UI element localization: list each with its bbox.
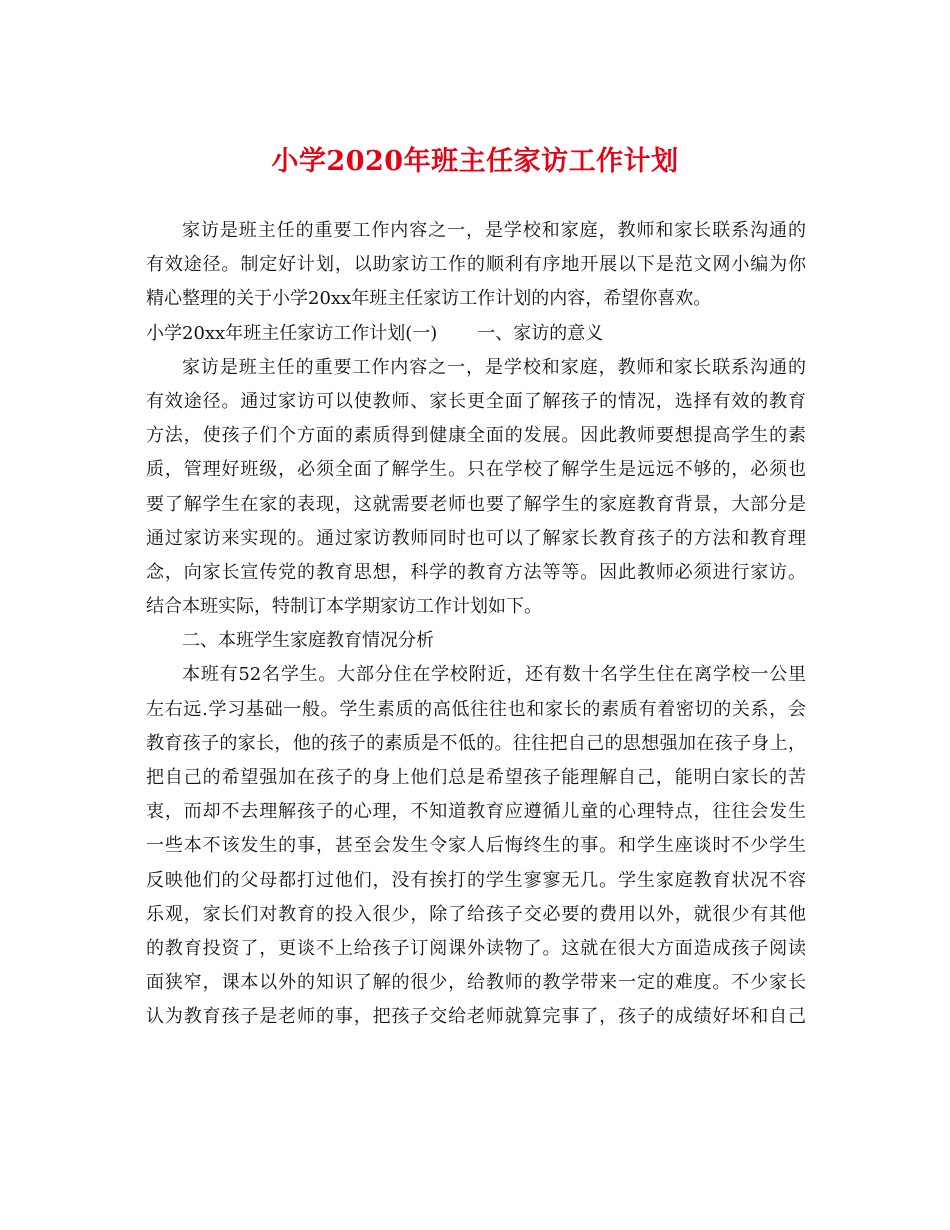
document-body xyxy=(146,214,806,1035)
paragraph-line: 左右远.学习基础一般。学生素质的高低往往也和家长的素质有着密切的关系，会 xyxy=(146,698,806,720)
paragraph-line: 反映他们的父母都打过他们，没有挨打的学生寥寥无几。学生家庭教育状况不容 xyxy=(146,869,806,891)
paragraph-line: 家访是班主任的重要工作内容之一，是学校和家庭，教师和家长联系沟通的 xyxy=(182,220,806,241)
paragraph-line: 教育孩子的家长，他的孩子的素质是不低的。往往把自己的思想强加在孩子身上， xyxy=(146,732,806,754)
paragraph-line: 通过家访来实现的。通过家访教师同时也可以了解家长教育孩子的方法和教育理 xyxy=(146,527,806,549)
paragraph-line: 有效途径。通过家访可以使教师、家长更全面了解孩子的情况，选择有效的教育 xyxy=(146,390,806,412)
section-heading-line xyxy=(146,317,806,351)
section-heading: 二、本班学生家庭教育情况分析 xyxy=(182,630,434,652)
paragraph-line: 把自己的希望强加在孩子的身上他们总是希望孩子能理解自己，能明白家长的苦 xyxy=(146,767,806,788)
document-title: 小学2020年班主任家访工作计划 xyxy=(271,146,679,177)
paragraph-line: 一些本不该发生的事，甚至会发生令家人后悔终生的事。和学生座谈时不少学生 xyxy=(146,835,806,857)
paragraph-line: 结合本班实际，特制订本学期家访工作计划如下。 xyxy=(146,596,542,618)
section-heading: 一、家访的意义 xyxy=(477,322,604,344)
paragraph-line: 的教育投资了，更谈不上给孩子订阅课外读物了。这就在很大方面造成孩子阅读 xyxy=(146,937,806,959)
paragraph-line: 衷，而却不去理解孩子的心理，不知道教育应遵循儿童的心理特点，往往会发生 xyxy=(146,801,806,823)
paragraph-line: 精心整理的关于小学20xx年班主任家访工作计划的内容，希望你喜欢。 xyxy=(146,288,712,310)
paragraph-line: 家访是班主任的重要工作内容之一，是学校和家庭，教师和家长联系沟通的 xyxy=(182,356,806,378)
paragraph-line: 有效途径。制定好计划，以助家访工作的顺利有序地开展以下是范文网小编为你 xyxy=(146,254,806,276)
plan-subtitle: 小学20xx年班主任家访工作计划(一) xyxy=(146,322,438,344)
paragraph-line: 认为教育孩子是老师的事，把孩子交给老师就算完事了，孩子的成绩好坏和自己 xyxy=(146,1006,806,1028)
paragraph-line: 要了解学生在家的表现，这就需要老师也要了解学生的家庭教育背景，大部分是 xyxy=(146,493,806,515)
paragraph-line: 质，管理好班级，必须全面了解学生。只在学校了解学生是远远不够的，必须也 xyxy=(146,459,806,481)
paragraph-line: 面狭窄，课本以外的知识了解的很少，给教师的教学带来一定的难度。不少家长 xyxy=(146,972,806,994)
paragraph-line: 乐观，家长们对教育的投入很少，除了给孩子交必要的费用以外，就很少有其他 xyxy=(146,903,806,925)
paragraph-line: 念，向家长宣传党的教育思想，科学的教育方法等等。因此教师必须进行家访。 xyxy=(146,561,806,583)
paragraph-line: 本班有52名学生。大部分住在学校附近，还有数十名学生住在离学校一公里 xyxy=(182,664,806,686)
paragraph-line: 方法，使孩子们个方面的素质得到健康全面的发展。因此教师要想提高学生的素 xyxy=(146,425,806,447)
